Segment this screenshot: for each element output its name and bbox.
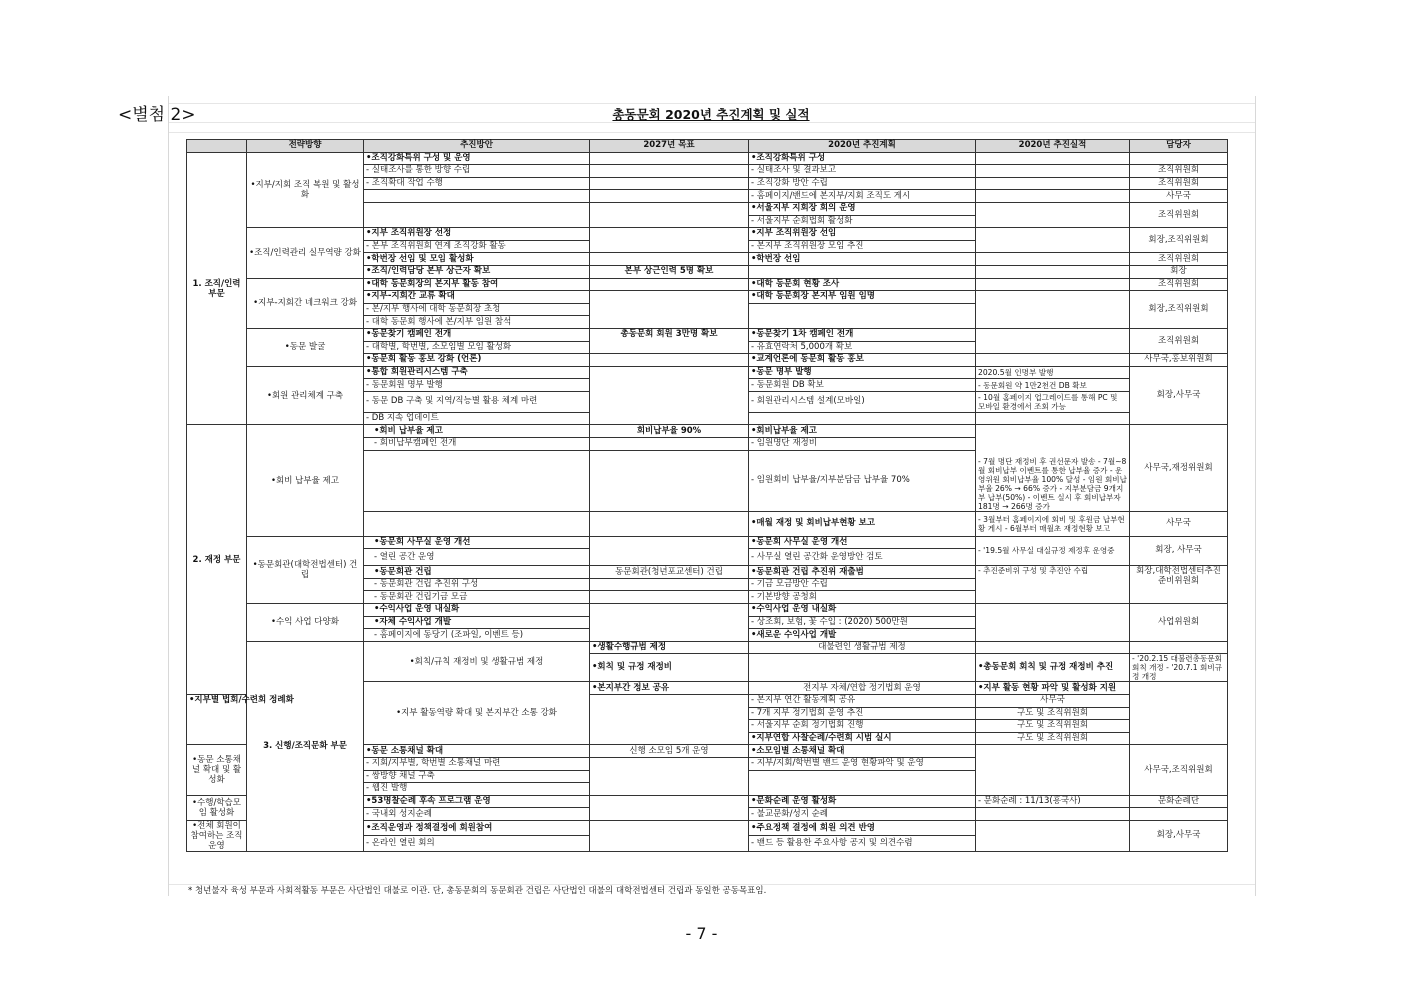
measure-cell: •지부-지회간 교류 확대 xyxy=(364,291,590,304)
result-cell xyxy=(976,228,1130,253)
strategy-cell: •동문회관(대학전법센터) 건립 xyxy=(247,536,364,603)
measure-cell: - 쌍방향 채널 구축 xyxy=(364,770,590,783)
result-cell xyxy=(976,808,1130,821)
goal-cell xyxy=(590,152,749,165)
plan-cell: - 불교문화/성지 순례 xyxy=(749,808,976,821)
goal-cell xyxy=(590,177,749,190)
owner-cell xyxy=(1130,152,1228,165)
result-cell xyxy=(976,328,1130,353)
measure-cell xyxy=(364,450,590,511)
header-section xyxy=(187,140,247,153)
header-strategy: 전략방향 xyxy=(247,140,364,153)
plan-cell: •학번장 선임 xyxy=(749,253,976,266)
goal-cell xyxy=(590,757,749,795)
result-cell xyxy=(976,253,1130,266)
measure-cell: •지부 조직위원장 선정 xyxy=(364,228,590,241)
owner-cell: 사무국 xyxy=(1130,190,1228,203)
plan-cell: •새로운 수익사업 개발 xyxy=(749,629,976,642)
plan-cell: - 밴드 등 활용한 주요사항 공지 및 의견수렴 xyxy=(749,836,976,852)
measure-cell: •지부별 법회/수련회 정례화 xyxy=(187,695,247,745)
goal-cell xyxy=(590,695,749,745)
goal-cell: 총동문회 회원 3만명 확보 xyxy=(590,328,749,353)
goal-cell: 본부 상근인력 5명 확보 xyxy=(590,265,749,278)
result-cell: 2020.5월 인명부 발행 xyxy=(976,366,1130,379)
plan-cell: - 조직강화 방안 수립 xyxy=(749,177,976,190)
owner-cell: 조직위원회 xyxy=(1130,253,1228,266)
result-cell: - '19.5월 사무실 대실규정 제정후 운영중 xyxy=(976,536,1130,566)
result-cell xyxy=(976,152,1130,165)
owner-cell: 조직위원회 xyxy=(1130,177,1228,190)
measure-cell: •학번장 선임 및 모임 활성화 xyxy=(364,253,590,266)
measure-cell: - 본부 조직위원회 연계 조직강화 활동 xyxy=(364,240,590,253)
result-cell: - 추진준비위 구성 및 추진안 수립 xyxy=(976,566,1130,604)
result-cell xyxy=(976,354,1130,367)
strategy-cell: •조직/인력관리 실무역량 강화 xyxy=(247,228,364,278)
goal-cell xyxy=(590,536,749,566)
result-cell xyxy=(976,745,1130,795)
owner-cell: 사무국,조직위원회 xyxy=(1130,745,1228,795)
plan-cell: - 임원회비 납부율/지부분담금 납부율 70% xyxy=(749,450,976,511)
section-cell: 2. 재정 부문 xyxy=(187,425,247,695)
goal-cell xyxy=(749,654,976,682)
plan-cell: •총동문회 회칙 및 규정 재정비 추진 xyxy=(976,654,1130,682)
owner-cell: 사무국,홍보위원회 xyxy=(1130,354,1228,367)
owner-cell: 사무국 xyxy=(1130,511,1228,536)
plan-cell: - 지부/지회/학번별 밴드 운영 현황파악 및 운영 xyxy=(749,757,976,770)
owner-cell: 사업위원회 xyxy=(1130,604,1228,642)
measure-cell: •동문회 활동 홍보 강화 (언론) xyxy=(364,354,590,367)
header-owner: 담당자 xyxy=(1130,140,1228,153)
plan-cell: - 사무실 열린 공간화 운영방안 검토 xyxy=(749,549,976,566)
measure-cell xyxy=(364,511,590,536)
result-cell xyxy=(1130,641,1228,654)
measure-cell: - 웹진 발행 xyxy=(364,783,590,796)
plan-cell: •교계언론에 동문회 활동 홍보 xyxy=(749,354,976,367)
goal-cell xyxy=(590,578,749,591)
result-cell: - 동문회원 약 1만2천건 DB 확보 xyxy=(976,379,1130,392)
table-row xyxy=(187,425,1228,438)
owner-cell: 회장,조직위원회 xyxy=(1130,228,1228,253)
strategy-cell: •회칙/규칙 재정비 및 생활규범 제정 xyxy=(364,641,590,682)
measure-cell: - 동문회원 명부 발행 xyxy=(364,379,590,392)
measure-cell: •본지부간 정보 공유 xyxy=(590,682,749,695)
strategy-cell: •회원 관리체계 구축 xyxy=(247,366,364,425)
measure-cell: •생활수행규범 제정 xyxy=(590,641,749,654)
goal-cell xyxy=(590,591,749,604)
plan-cell: •동문 명부 발행 xyxy=(749,366,976,379)
measure-cell: •조직강화특위 구성 및 운영 xyxy=(364,152,590,165)
document-title: 총동문회 2020년 추진계획 및 실적 xyxy=(612,107,810,122)
measure-cell: - 온라인 열린 회의 xyxy=(364,836,590,852)
goal-cell xyxy=(590,795,749,820)
plan-cell: •동문회관 건립 추진위 재출범 xyxy=(749,566,976,579)
result-cell xyxy=(976,265,1130,278)
measure-cell: •동문회관 건립 xyxy=(364,566,590,579)
plan-table xyxy=(186,139,1228,852)
owner-cell: 조직위원회 xyxy=(1130,202,1228,227)
plan-cell xyxy=(749,412,976,425)
plan-cell: •대학 동문회장 본지부 임원 임명 xyxy=(749,291,976,304)
attachment-label: <별첨 2> xyxy=(118,105,196,125)
owner-cell: 회장, 사무국 xyxy=(1130,536,1228,566)
measure-cell: •조직운영과 정책결정에 회원참여 xyxy=(364,820,590,836)
measure-cell: - 동문 DB 구축 및 지역/직능별 활용 체계 마련 xyxy=(364,391,590,412)
result-cell xyxy=(976,604,1130,642)
goal-cell xyxy=(590,438,749,451)
plan-cell xyxy=(749,265,976,278)
plan-cell: •조직강화특위 구성 xyxy=(749,152,976,165)
plan-cell: - 서울지부 순회 정기법회 진행 xyxy=(749,720,976,733)
plan-cell: - 홈페이지/밴드에 본지부/지회 조직도 게시 xyxy=(749,190,976,203)
plan-cell: •수익사업 운영 내실화 xyxy=(749,604,976,617)
measure-cell: - 열린 공간 운영 xyxy=(364,549,590,566)
owner-cell: 회장,대학전법센터추진준비위원회 xyxy=(1130,566,1228,604)
owner-cell: 구도 및 조직위원회 xyxy=(976,707,1130,720)
plan-cell: - 기금 모금방안 수립 xyxy=(749,578,976,591)
measure-cell: - 대학 동문회 행사에 본/지부 임원 참석 xyxy=(364,316,590,329)
goal-cell: 대불련인 생활규범 제정 xyxy=(749,641,976,654)
footnote: * 청년불자 육성 부문과 사회적활동 부문은 사단법인 대불로 이관. 단, 총동문회의 동문회관 건립은 사단법인 대불의 대학전법센터 건립과 동일한 공동목표임. xyxy=(188,886,767,896)
result-cell xyxy=(976,190,1130,203)
result-cell: - 문화순례 : 11/13(흥국사) xyxy=(976,795,1130,808)
measure-cell: - 실태조사를 통한 방향 수립 xyxy=(364,165,590,178)
result-cell xyxy=(976,412,1130,425)
measure-cell: - 동문회관 건립 추진위 구성 xyxy=(364,578,590,591)
section-cell: 1. 조직/인력 부문 xyxy=(187,152,247,425)
plan-cell: - 회원관리시스템 설계(모바일) xyxy=(749,391,976,412)
measure-cell: •53명찰순례 후속 프로그램 운영 xyxy=(364,795,590,808)
measure-cell: - 회비납부캠페인 전개 xyxy=(364,438,590,451)
header-result-2020: 2020년 추진실적 xyxy=(976,140,1130,153)
goal-cell xyxy=(590,202,749,227)
measure-cell xyxy=(364,202,590,227)
owner-cell: 사무국 xyxy=(976,695,1130,708)
measure-cell: •자체 수익사업 개발 xyxy=(364,616,590,629)
owner-cell: 조직위원회 xyxy=(1130,328,1228,353)
header-goal-2027: 2027년 목표 xyxy=(590,140,749,153)
measure-cell: •동문 소통채널 확대 xyxy=(364,745,590,758)
strategy-cell: •동문 발굴 xyxy=(247,328,364,366)
measure-cell: - 본/지부 행사에 대학 동문회장 초청 xyxy=(364,303,590,316)
owner-cell: 회장,사무국 xyxy=(1130,366,1228,425)
measure-cell: •회칙 및 규정 재정비 xyxy=(590,654,749,682)
owner-cell: 회장 xyxy=(1130,265,1228,278)
header-measure: 추진방안 xyxy=(364,140,590,153)
result-cell: - 10월 홈페이지 업그레이드를 통해 PC 및 모바일 환경에서 조회 가능 xyxy=(976,391,1130,412)
plan-cell: - 실태조사 및 결과보고 xyxy=(749,165,976,178)
plan-cell: •지부 활동 현황 파악 및 활성화 지원 xyxy=(976,682,1130,695)
strategy-cell: •지부-지회간 네크워크 강화 xyxy=(247,278,364,328)
result-cell: - 7월 명단 재정비 후 권선문자 발송 - 7월~8월 회비납부 이벤트를 통한 납부율 증가 - 운영위원 회비납부율 100% 달성 - 임원 회비납부율 26% → 66% 증가 - 지부분담금 9개지부 납부(50%) - 이벤트 실시 후 회비납부자 181명 → 266명 증가 xyxy=(976,425,1130,511)
strategy-cell: •회비 납부율 제고 xyxy=(247,425,364,536)
plan-cell: •회비납부율 제고 xyxy=(749,425,976,438)
measure-cell: •대학 동문회장의 본지부 활동 참여 xyxy=(364,278,590,291)
plan-cell: - 본지부 연간 활동계획 공유 xyxy=(749,695,976,708)
measure-cell: - 국내외 성지순례 xyxy=(364,808,590,821)
plan-cell: •서울지부 지회장 회의 운영 xyxy=(749,202,976,215)
strategy-cell: •지부/지회 조직 복원 및 활성화 xyxy=(247,152,364,228)
owner-cell: 구도 및 조직위원회 xyxy=(976,720,1130,733)
measure-cell: - 조직확대 작업 수행 xyxy=(364,177,590,190)
page-number: - 7 - xyxy=(685,924,718,943)
plan-cell xyxy=(976,641,1130,654)
measure-cell: •회비 납부율 제고 xyxy=(364,425,590,438)
goal-cell xyxy=(590,511,749,536)
measure-cell: •통합 회원관리시스템 구축 xyxy=(364,366,590,379)
goal-cell xyxy=(590,278,749,291)
strategy-cell: •동문 소통채널 확대 및 활성화 xyxy=(187,745,247,795)
table-row xyxy=(187,328,1228,341)
measure-cell: - 동문회관 건립기금 모금 xyxy=(364,591,590,604)
plan-cell: •대학 동문회 현황 조사 xyxy=(749,278,976,291)
strategy-cell: •수익 사업 다양화 xyxy=(247,604,364,642)
goal-cell xyxy=(590,366,749,425)
plan-cell: - 서울지부 순회법회 활성화 xyxy=(749,215,976,228)
goal-cell: 신행 소모임 5개 운영 xyxy=(590,745,749,758)
plan-cell: - 7개 지부 정기법회 운영 추진 xyxy=(749,707,976,720)
table-row xyxy=(187,604,1228,617)
measure-cell xyxy=(364,190,590,203)
result-cell xyxy=(976,177,1130,190)
plan-cell: •소모임별 소통채널 확대 xyxy=(749,745,976,758)
plan-cell: - 본지부 조직위원장 모임 추진 xyxy=(749,240,976,253)
result-cell xyxy=(1130,682,1228,745)
measure-cell: - 지회/지부별, 학번별 소통채널 마련 xyxy=(364,757,590,770)
result-cell xyxy=(976,202,1130,227)
goal-cell xyxy=(590,253,749,266)
plan-cell: •주요정책 결정에 회원 의견 반영 xyxy=(749,820,976,836)
goal-cell: 전지부 자체/연합 정기법회 운영 xyxy=(749,682,976,695)
goal-cell: 회비납부율 90% xyxy=(590,425,749,438)
goal-cell xyxy=(590,354,749,367)
table-header-row xyxy=(187,140,1228,153)
measure-cell: •동문찾기 캠페인 전개 xyxy=(364,328,590,341)
table-row xyxy=(187,366,1228,379)
plan-cell: •매월 재정 및 회비납부현황 보고 xyxy=(749,511,976,536)
plan-cell: •동문찾기 1차 캠페인 전개 xyxy=(749,328,976,341)
owner-cell: 문화순례단 xyxy=(1130,795,1228,808)
table-row xyxy=(187,536,1228,549)
goal-cell xyxy=(590,604,749,642)
table-row xyxy=(187,228,1228,241)
measure-cell: - 홈페이지에 동당기 (조파일, 이벤트 등) xyxy=(364,629,590,642)
measure-cell: - DB 지속 업데이트 xyxy=(364,412,590,425)
plan-cell: •문화순례 운영 활성화 xyxy=(749,795,976,808)
goal-cell xyxy=(590,291,749,329)
strategy-cell: •지부 활동역량 확대 및 본지부간 소통 강화 xyxy=(364,682,590,745)
result-cell xyxy=(976,165,1130,178)
owner-cell: 조직위원회 xyxy=(1130,165,1228,178)
plan-cell xyxy=(749,303,976,328)
plan-cell: - 동문회원 DB 확보 xyxy=(749,379,976,392)
owner-cell: 조직위원회 xyxy=(1130,278,1228,291)
plan-cell: •지부 조직위원장 선임 xyxy=(749,228,976,241)
table-row xyxy=(187,152,1228,165)
owner-cell: 구도 및 조직위원회 xyxy=(976,732,1130,745)
strategy-cell: •수행/학습모임 활성화 xyxy=(187,795,247,820)
result-cell: - '20.2.15 대불련총동문회 회칙 개정 - '20.7.1 회비규정 개정 xyxy=(1130,654,1228,682)
plan-cell: - 기본방향 공청회 xyxy=(749,591,976,604)
owner-cell: 회장,사무국 xyxy=(1130,820,1228,851)
plan-cell: •지부연합 사찰순례/수련회 시범 실시 xyxy=(749,732,976,745)
result-cell: - 3월부터 홈페이지에 회비 및 후원금 납부현황 게시 - 6월부터 매월초 재정현황 보고 xyxy=(976,511,1130,536)
measure-cell: •수익사업 운영 내실화 xyxy=(364,604,590,617)
section-cell: 3. 신행/조직문화 부문 xyxy=(247,641,364,851)
goal-cell xyxy=(590,820,749,851)
owner-cell: 사무국,재정위원회 xyxy=(1130,425,1228,511)
goal-cell xyxy=(590,228,749,253)
table-row xyxy=(187,641,1228,654)
result-cell xyxy=(976,278,1130,291)
owner-cell xyxy=(1130,808,1228,821)
plan-cell: •동문회 사무실 운영 개선 xyxy=(749,536,976,549)
measure-cell: •동문회 사무실 운영 개선 xyxy=(364,536,590,549)
result-cell xyxy=(976,820,1130,851)
header-plan-2020: 2020년 추진계획 xyxy=(749,140,976,153)
plan-cell: - 상조회, 보험, 꽃 수입 : (2020) 500만원 xyxy=(749,616,976,629)
measure-cell: •조직/인력담당 본부 상근자 확보 xyxy=(364,265,590,278)
strategy-cell: •전체 회원이 참여하는 조직운영 xyxy=(187,820,247,851)
goal-cell xyxy=(590,165,749,178)
goal-cell xyxy=(590,450,749,511)
goal-cell xyxy=(590,190,749,203)
plan-cell xyxy=(749,770,976,795)
goal-cell: 동문회관(청년포교센터) 건립 xyxy=(590,566,749,579)
owner-cell: 회장,조직위원회 xyxy=(1130,291,1228,329)
measure-cell: - 대학별, 학번별, 소모임별 모임 활성화 xyxy=(364,341,590,354)
plan-cell: - 임원명단 재정비 xyxy=(749,438,976,451)
result-cell xyxy=(976,291,1130,329)
table-row xyxy=(187,278,1228,291)
plan-cell: - 유효연락처 5,000개 확보 xyxy=(749,341,976,354)
